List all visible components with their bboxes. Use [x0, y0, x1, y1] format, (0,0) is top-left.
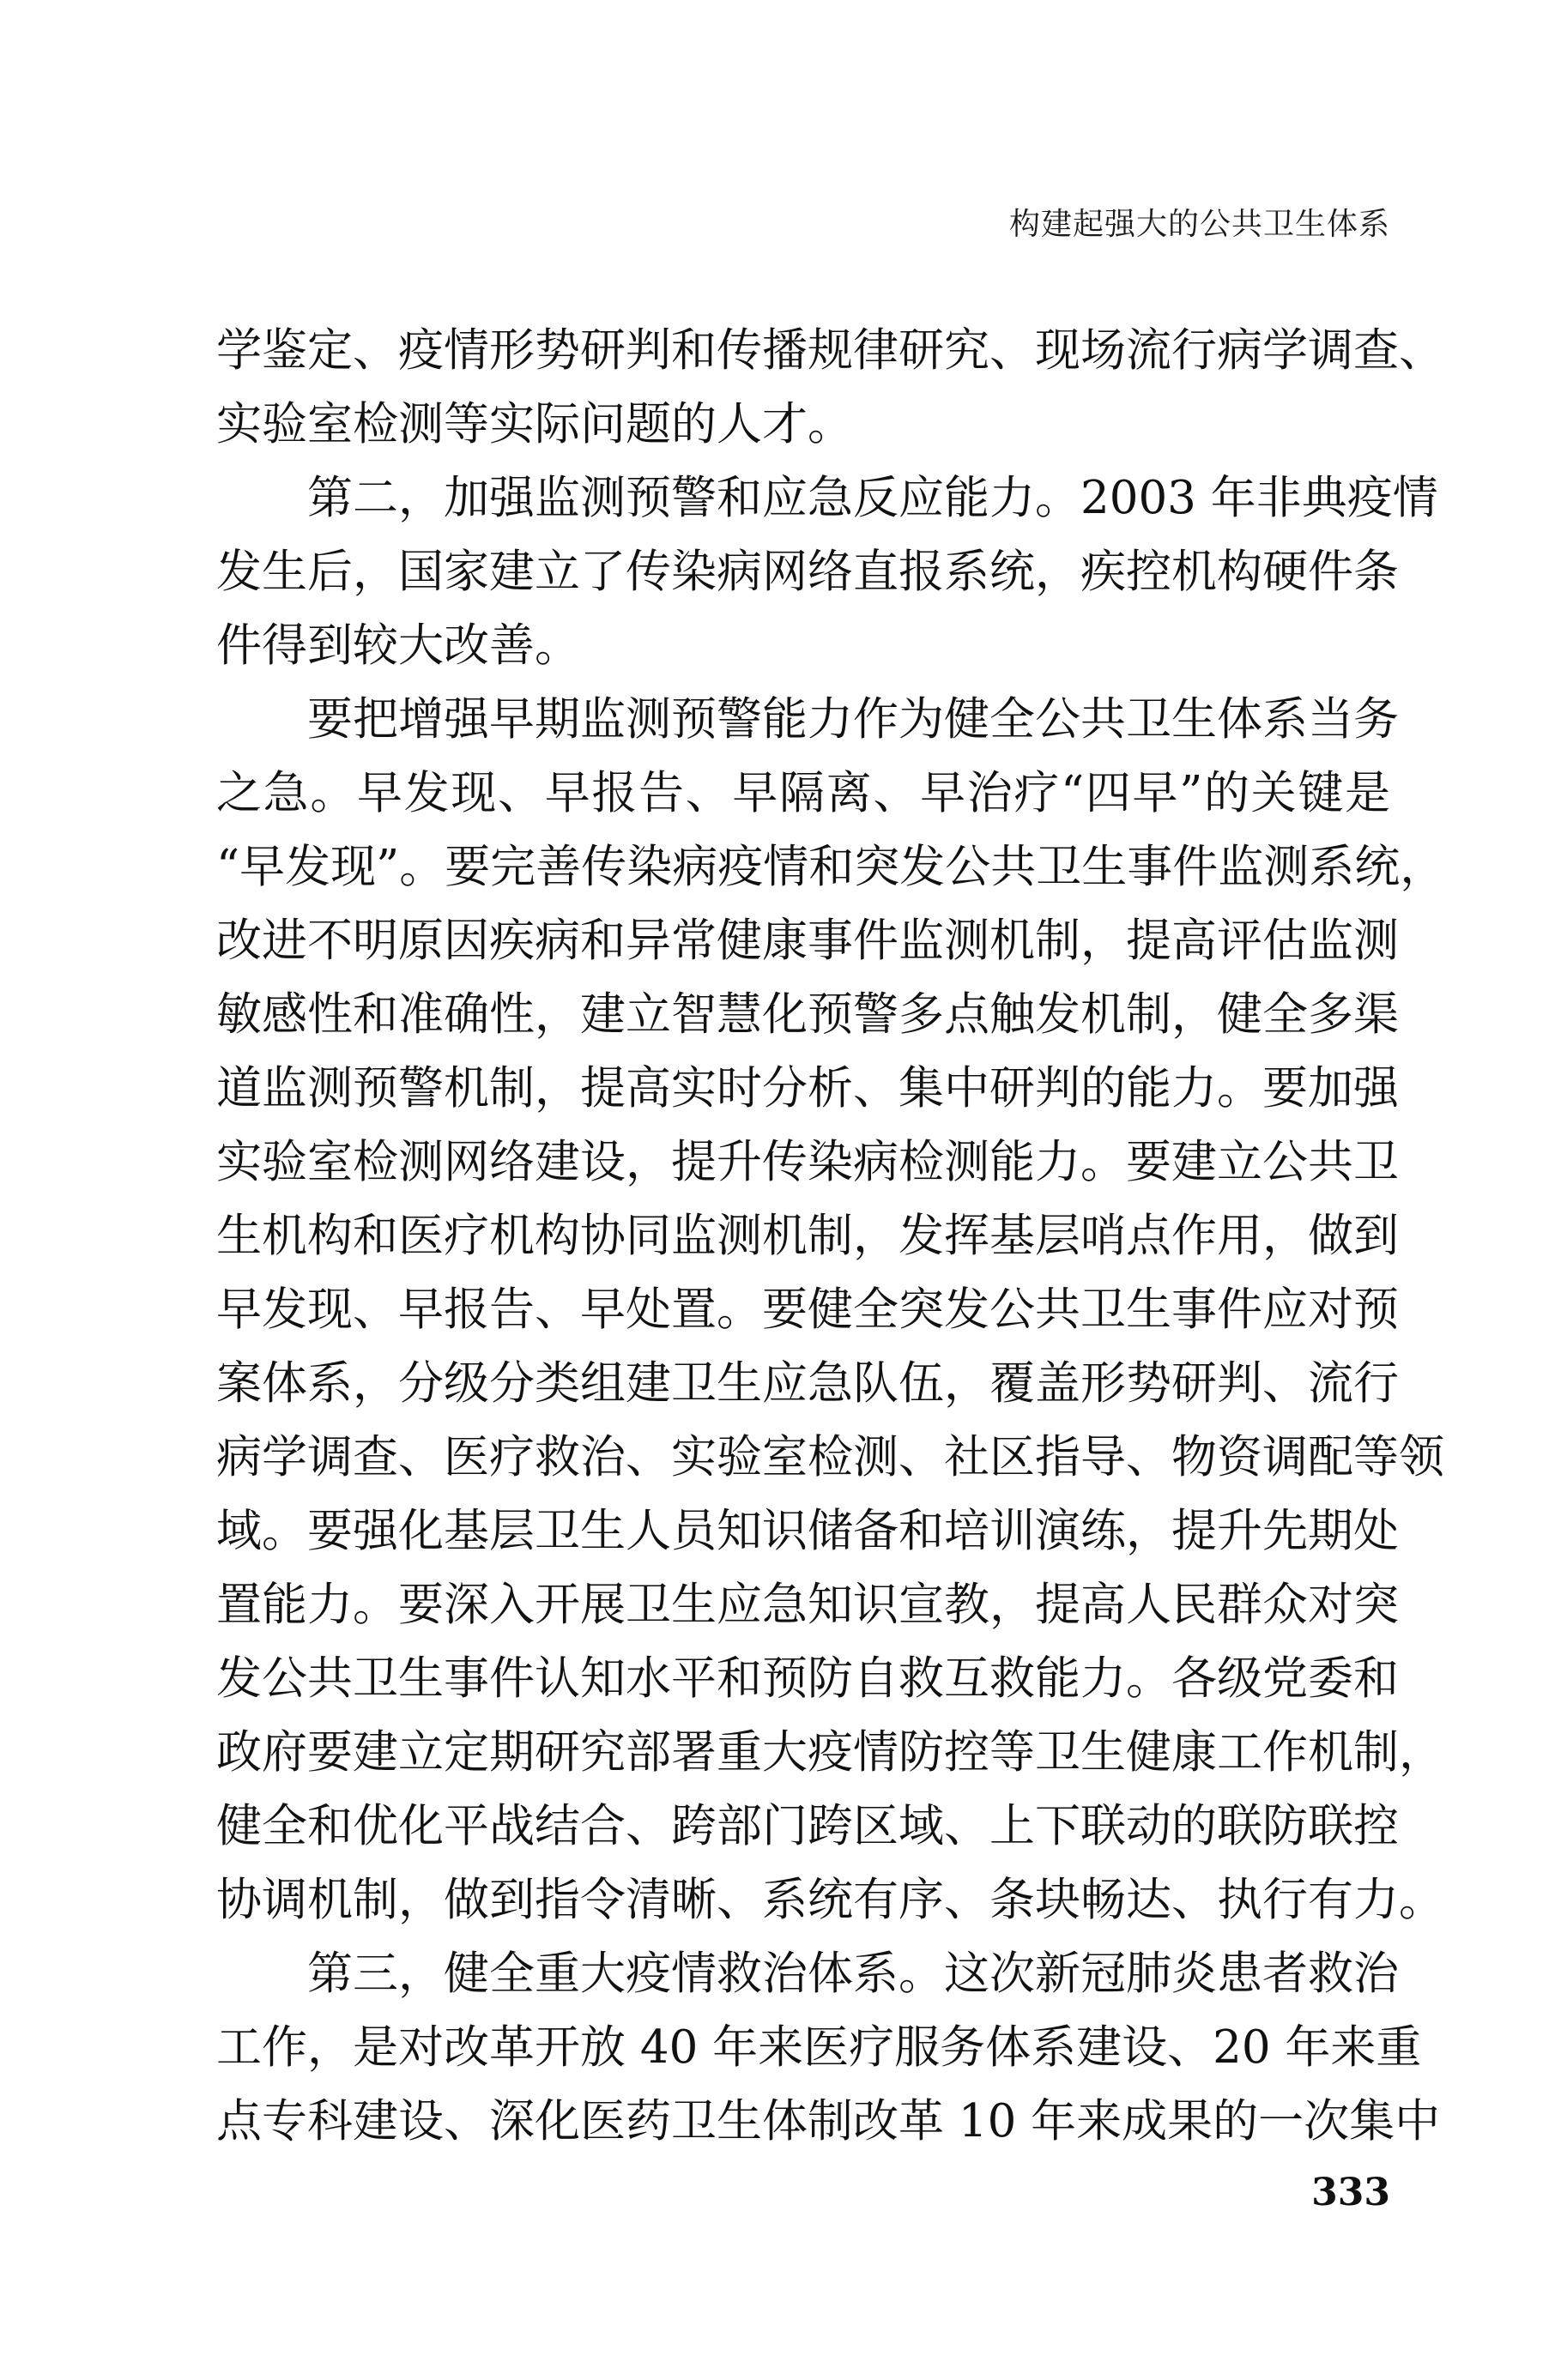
- text-line: 点专科建设、深化医药卫生体制改革 10 年来成果的一次集中: [216, 2095, 1441, 2147]
- text-line: 实验室检测等实际问题的人才。: [216, 398, 853, 450]
- text-line: 学鉴定、疫情形势研判和传播规律研究、现场流行病学调查、: [216, 324, 1444, 377]
- text-line: 置能力。要深入开展卫生应急知识宣教，提高人民群众对突: [216, 1579, 1399, 1631]
- running-head: 构建起强大的公共卫生体系: [1008, 207, 1390, 242]
- text-line: 政府要建立定期研究部署重大疫情防控等卫生健康工作机制，: [216, 1726, 1444, 1779]
- text-line: 域。要强化基层卫生人员知识储备和培训演练，提升先期处: [216, 1505, 1399, 1557]
- text-line: 敏感性和准确性，建立智慧化预警多点触发机制，健全多渠: [216, 988, 1399, 1041]
- text-line: 要把增强早期监测预警能力作为健全公共卫生体系当务: [216, 693, 1399, 746]
- text-line: 健全和优化平战结合、跨部门跨区域、上下联动的联防联控: [216, 1800, 1399, 1852]
- text-line: 之急。早发现、早报告、早隔离、早治疗“四早”的关键是: [216, 767, 1390, 819]
- text-line: 第三，健全重大疫情救治体系。这次新冠肺炎患者救治: [216, 1948, 1399, 2000]
- text-line: “早发现”。要完善传染病疫情和突发公共卫生事件监测系统，: [216, 841, 1446, 893]
- body-text: [216, 314, 1446, 2159]
- text-line: 改进不明原因疾病和异常健康事件监测机制，提高评估监测: [216, 915, 1399, 967]
- text-line: 病学调查、医疗救治、实验室检测、社区指导、物资调配等领: [216, 1431, 1444, 1483]
- text-line: 协调机制，做到指令清晰、系统有序、条块畅达、执行有力。: [216, 1874, 1444, 1926]
- page-number: 333: [1311, 2171, 1390, 2214]
- text-line: 案体系，分级分类组建卫生应急队伍，覆盖形势研判、流行: [216, 1357, 1399, 1410]
- text-line: 道监测预警机制，提高实时分析、集中研判的能力。要加强: [216, 1062, 1399, 1114]
- text-line: 实验室检测网络建设，提升传染病检测能力。要建立公共卫: [216, 1136, 1399, 1188]
- text-line: 早发现、早报告、早处置。要健全突发公共卫生事件应对预: [216, 1284, 1399, 1336]
- text-line: 第二，加强监测预警和应急反应能力。2003 年非典疫情: [216, 472, 1438, 524]
- text-line: 发生后，国家建立了传染病网络直报系统，疾控机构硬件条: [216, 546, 1399, 598]
- text-line: 工作，是对改革开放 40 年来医疗服务体系建设、20 年来重: [216, 2021, 1422, 2074]
- text-line: 生机构和医疗机构协同监测机制，发挥基层哨点作用，做到: [216, 1210, 1399, 1262]
- text-line: 件得到较大改善。: [216, 619, 580, 672]
- text-line: 发公共卫生事件认知水平和预防自救互救能力。各级党委和: [216, 1652, 1399, 1705]
